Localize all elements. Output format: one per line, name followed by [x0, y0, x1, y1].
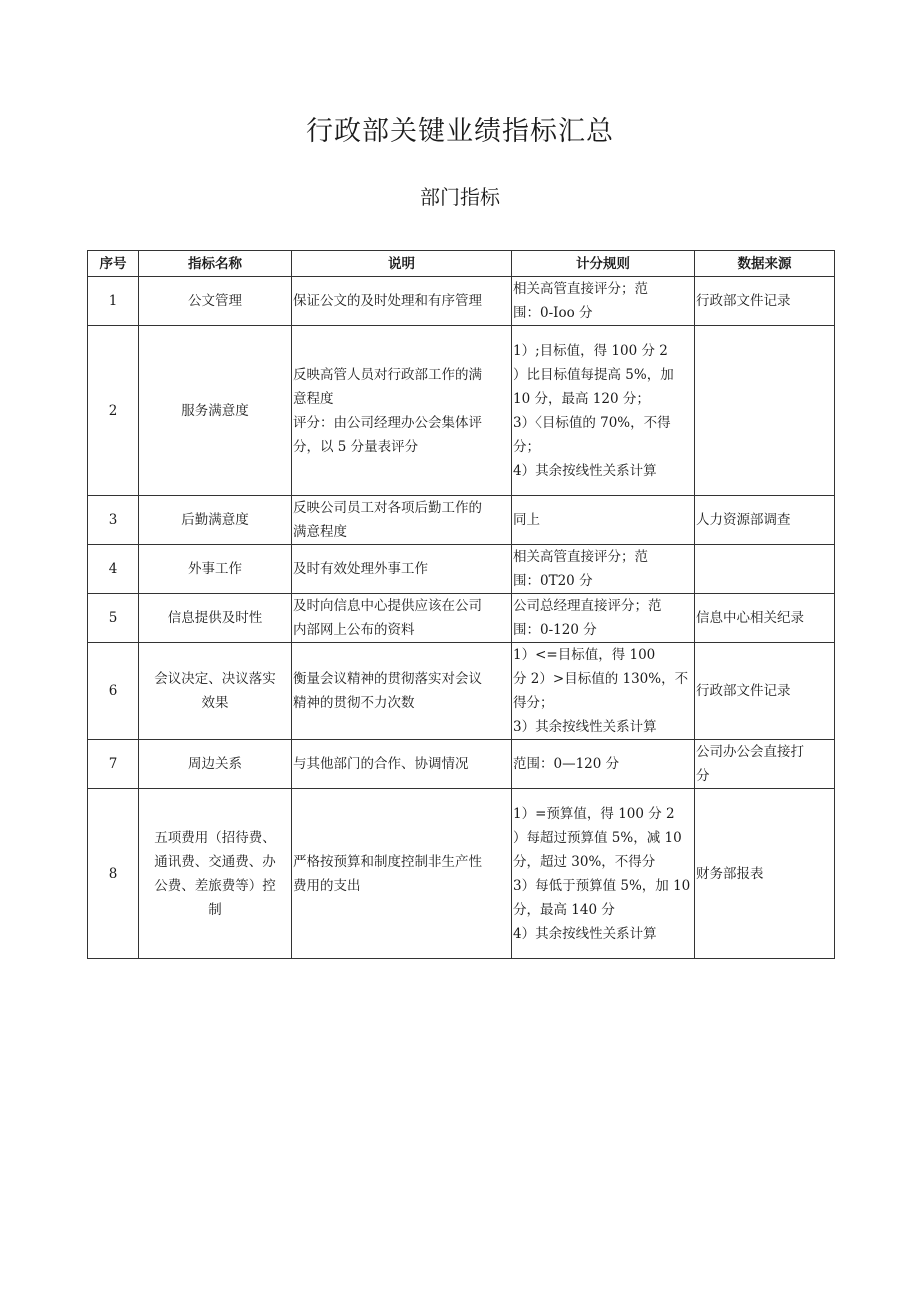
table-header-row — [88, 251, 835, 277]
cell-name: 外事工作 — [139, 545, 292, 594]
table-row — [88, 277, 835, 326]
cell-rule: 1）;目标值，得 100 分 2 ）比目标值每提高 5%，加 10 分，最高 120 分； 3）〈目标值的 70%，不得 分； 4）其余按线性关系计算 — [512, 326, 695, 496]
cell-name: 五项费用（招待费、 通讯费、交通费、办 公费、差旅费等）控 制 — [139, 789, 292, 959]
cell-source: 行政部文件记录 — [695, 643, 835, 740]
header-name: 指标名称 — [139, 251, 292, 277]
cell-source: 人力资源部调查 — [695, 496, 835, 545]
cell-rule: 同上 — [512, 496, 695, 545]
cell-source: 行政部文件记录 — [695, 277, 835, 326]
cell-rule: 相关高管直接评分；范 围：0-Ioo 分 — [512, 277, 695, 326]
table-row — [88, 594, 835, 643]
cell-desc: 严格按预算和制度控制非生产性 费用的支出 — [292, 789, 512, 959]
cell-desc: 反映公司员工对各项后勤工作的 满意程度 — [292, 496, 512, 545]
cell-desc: 衡量会议精神的贯彻落实对会议 精神的贯彻不力次数 — [292, 643, 512, 740]
cell-no: 3 — [88, 496, 139, 545]
cell-name: 服务满意度 — [139, 326, 292, 496]
cell-desc: 与其他部门的合作、协调情况 — [292, 740, 512, 789]
table-row — [88, 740, 835, 789]
cell-desc: 及时向信息中心提供应该在公司 内部网上公布的资料 — [292, 594, 512, 643]
header-source: 数据来源 — [695, 251, 835, 277]
cell-name: 公文管理 — [139, 277, 292, 326]
cell-no: 5 — [88, 594, 139, 643]
cell-rule: 1）=预算值，得 100 分 2 ）每超过预算值 5%，减 10 分，超过 30%，不得分 3）每低于预算值 5%，加 10 分，最高 140 分 4）其余按线性关系计算 — [512, 789, 695, 959]
cell-source: 公司办公会直接打 分 — [695, 740, 835, 789]
header-rule: 计分规则 — [512, 251, 695, 277]
cell-rule: 公司总经理直接评分；范 围：0-120 分 — [512, 594, 695, 643]
cell-desc: 保证公文的及时处理和有序管理 — [292, 277, 512, 326]
cell-name: 后勤满意度 — [139, 496, 292, 545]
cell-source — [695, 545, 835, 594]
cell-source: 信息中心相关纪录 — [695, 594, 835, 643]
cell-no: 4 — [88, 545, 139, 594]
document-title: 行政部关键业绩指标汇总 — [306, 116, 614, 147]
cell-name: 周边关系 — [139, 740, 292, 789]
header-desc: 说明 — [292, 251, 512, 277]
table-row — [88, 496, 835, 545]
table-row — [88, 789, 835, 959]
table-row — [88, 643, 835, 740]
cell-rule: 1）<=目标值，得 100 分 2）>目标值的 130%，不 得分； 3）其余按线性关系计算 — [512, 643, 695, 740]
section-subtitle: 部门指标 — [420, 185, 500, 209]
cell-no: 7 — [88, 740, 139, 789]
header-no: 序号 — [88, 251, 139, 277]
table-row — [88, 545, 835, 594]
cell-name: 信息提供及时性 — [139, 594, 292, 643]
cell-source — [695, 326, 835, 496]
cell-no: 1 — [88, 277, 139, 326]
cell-no: 2 — [88, 326, 139, 496]
cell-source: 财务部报表 — [695, 789, 835, 959]
cell-rule: 相关高管直接评分；范 围：0T20 分 — [512, 545, 695, 594]
cell-desc: 反映高管人员对行政部工作的满 意程度 评分：由公司经理办公会集体评 分，以 5 分量表评分 — [292, 326, 512, 496]
cell-no: 6 — [88, 643, 139, 740]
cell-rule: 范围：0—120 分 — [512, 740, 695, 789]
kpi-table — [87, 250, 835, 959]
cell-desc: 及时有效处理外事工作 — [292, 545, 512, 594]
cell-name: 会议决定、决议落实 效果 — [139, 643, 292, 740]
cell-no: 8 — [88, 789, 139, 959]
table-row — [88, 326, 835, 496]
